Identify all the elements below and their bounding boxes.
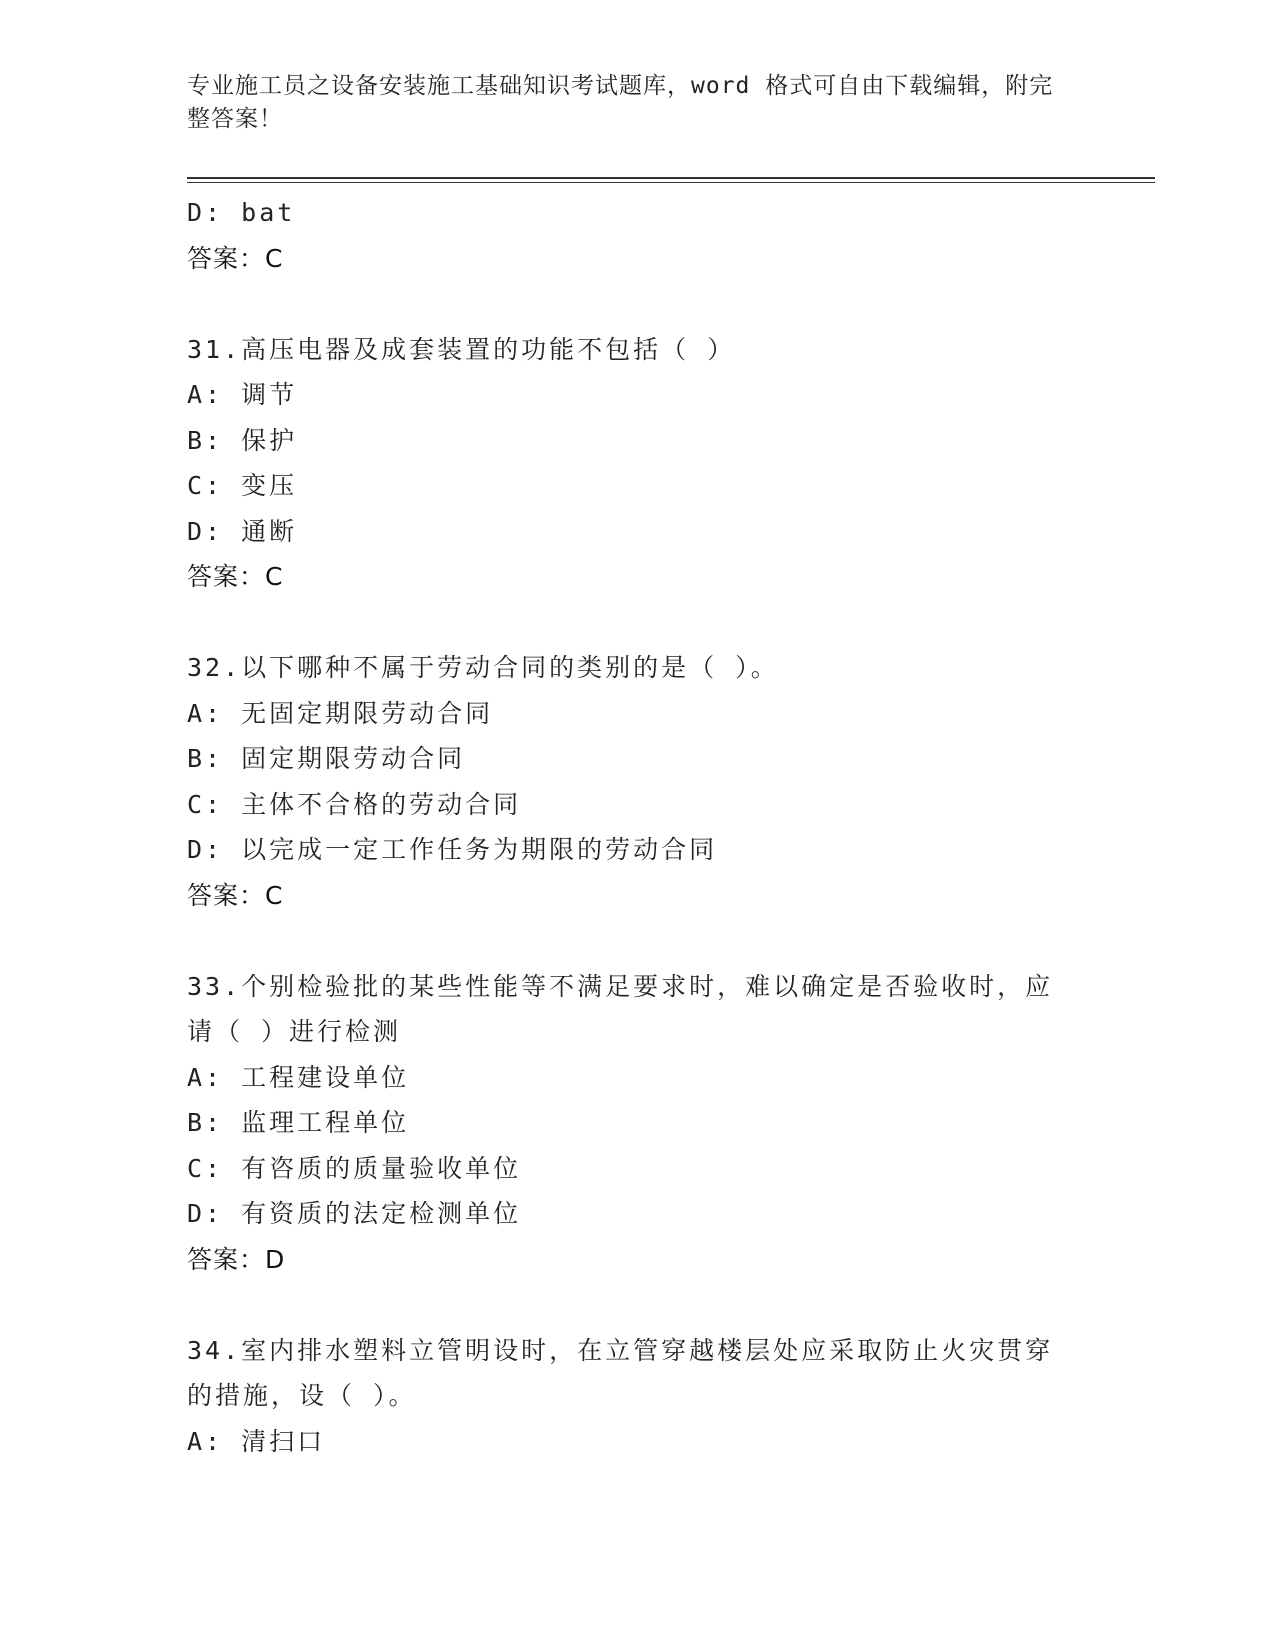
option-d: D: 有资质的法定检测单位 [187,1199,522,1228]
spacer [187,600,1087,646]
option-d: D: 通断 [187,516,298,546]
option-a: A: 工程建设单位 [187,1062,410,1092]
header-divider-thin [187,182,1155,183]
answer-line: 答案：C [187,880,284,910]
spacer [187,281,1087,327]
option-c: C: 主体不合格的劳动合同 [187,789,522,819]
answer-line: 答案：D [187,1244,286,1274]
question-list [187,190,1087,1464]
option-c: C: 变压 [187,471,298,500]
answer-line: 答案：C [187,562,284,591]
option-b: B: 监理工程单位 [187,1108,410,1137]
question-title-line-2: 的措施，设（ ）。 [187,1381,417,1410]
spacer [187,1282,1087,1328]
question-title: 31.高压电器及成套装置的功能不包括（ ） [187,334,736,364]
header-line-2: 整答案！ [187,106,283,132]
spacer [187,918,1087,964]
question-title-line-2: 请（ ）进行检测 [187,1017,402,1046]
question-title-line-1: 34.室内排水塑料立管明设时，在立管穿越楼层处应采取防止火灾贯穿 [187,1335,1054,1365]
option-d: D: 以完成一定工作任务为期限的劳动合同 [187,835,718,864]
answer-line: 答案：C [187,243,284,273]
option-c: C: 有咨质的质量验收单位 [187,1153,522,1183]
option-b: B: 固定期限劳动合同 [187,744,466,773]
header-divider-thick [187,177,1155,179]
question-title-line-1: 33.个别检验批的某些性能等不满足要求时，难以确定是否验收时，应 [187,971,1054,1001]
option-a: A: 无固定期限劳动合同 [187,698,494,728]
option-a: A: 调节 [187,380,298,409]
document-header [187,70,1067,136]
option-d: D: bat [187,198,296,227]
header-line-1: 专业施工员之设备安装施工基础知识考试题库，word 格式可自由下载编辑，附完 [187,73,1054,99]
option-a: A: 清扫口 [187,1426,326,1456]
question-title: 32.以下哪种不属于劳动合同的类别的是（ ）。 [187,653,779,682]
option-b: B: 保护 [187,425,298,455]
